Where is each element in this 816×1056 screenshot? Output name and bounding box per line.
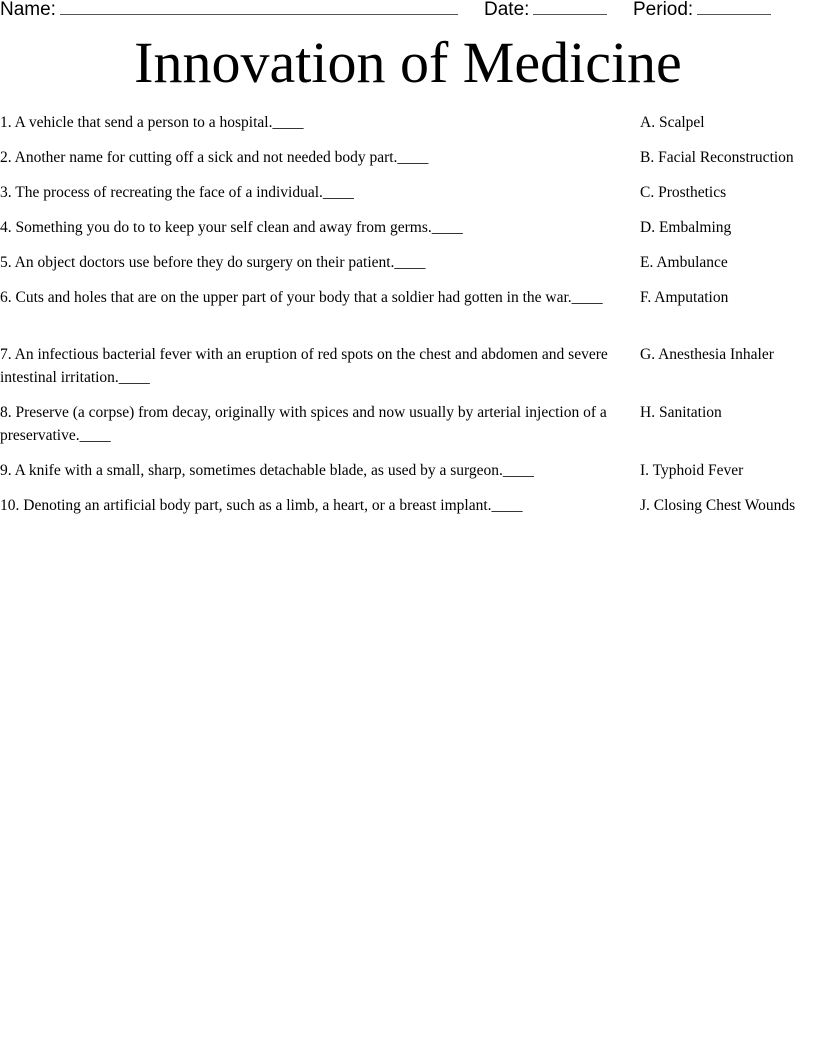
answer-item: G. Anesthesia Inhaler bbox=[640, 346, 774, 363]
answer-item: E. Ambulance bbox=[640, 254, 728, 271]
answer-item: I. Typhoid Fever bbox=[640, 462, 744, 479]
question-item: 7. An infectious bacterial fever with an eruption of red spots on the chest and abdomen and severe intestinal irritation.____ bbox=[0, 346, 608, 386]
question-item: 8. Preserve (a corpse) from decay, originally with spices and now usually by arterial injection of a preservative.____ bbox=[0, 404, 607, 444]
page-title: Innovation of Medicine bbox=[134, 30, 682, 95]
answer-item: H. Sanitation bbox=[640, 404, 722, 421]
period-blank-line[interactable] bbox=[697, 0, 771, 15]
name-blank-line[interactable] bbox=[60, 0, 458, 15]
answer-item: D. Embalming bbox=[640, 219, 732, 236]
answer-item: J. Closing Chest Wounds bbox=[640, 497, 796, 514]
question-item: 10. Denoting an artificial body part, such as a limb, a heart, or a breast implant.____ bbox=[0, 497, 523, 514]
date-field bbox=[484, 0, 607, 20]
question-item: 9. A knife with a small, sharp, sometimes detachable blade, as used by a surgeon.____ bbox=[0, 462, 534, 479]
question-item: 3. The process of recreating the face of a individual.____ bbox=[0, 184, 354, 201]
question-item: 5. An object doctors use before they do surgery on their patient.____ bbox=[0, 254, 426, 271]
answer-item: F. Amputation bbox=[640, 289, 729, 306]
period-label: Period: bbox=[633, 0, 694, 20]
answer-item: A. Scalpel bbox=[640, 114, 705, 131]
date-label: Date: bbox=[484, 0, 530, 20]
answer-item: C. Prosthetics bbox=[640, 184, 727, 201]
question-item: 6. Cuts and holes that are on the upper part of your body that a soldier had gotten in the war.____ bbox=[0, 289, 603, 306]
date-blank-line[interactable] bbox=[533, 0, 607, 15]
period-field bbox=[633, 0, 771, 20]
name-label: Name: bbox=[0, 0, 56, 20]
question-item: 2. Another name for cutting off a sick and not needed body part.____ bbox=[0, 149, 429, 166]
question-item: 4. Something you do to to keep your self clean and away from germs.____ bbox=[0, 219, 463, 236]
answer-item: B. Facial Reconstruction bbox=[640, 149, 794, 166]
question-item: 1. A vehicle that send a person to a hospital.____ bbox=[0, 114, 304, 131]
name-field bbox=[0, 0, 458, 20]
header-row bbox=[0, 0, 816, 24]
